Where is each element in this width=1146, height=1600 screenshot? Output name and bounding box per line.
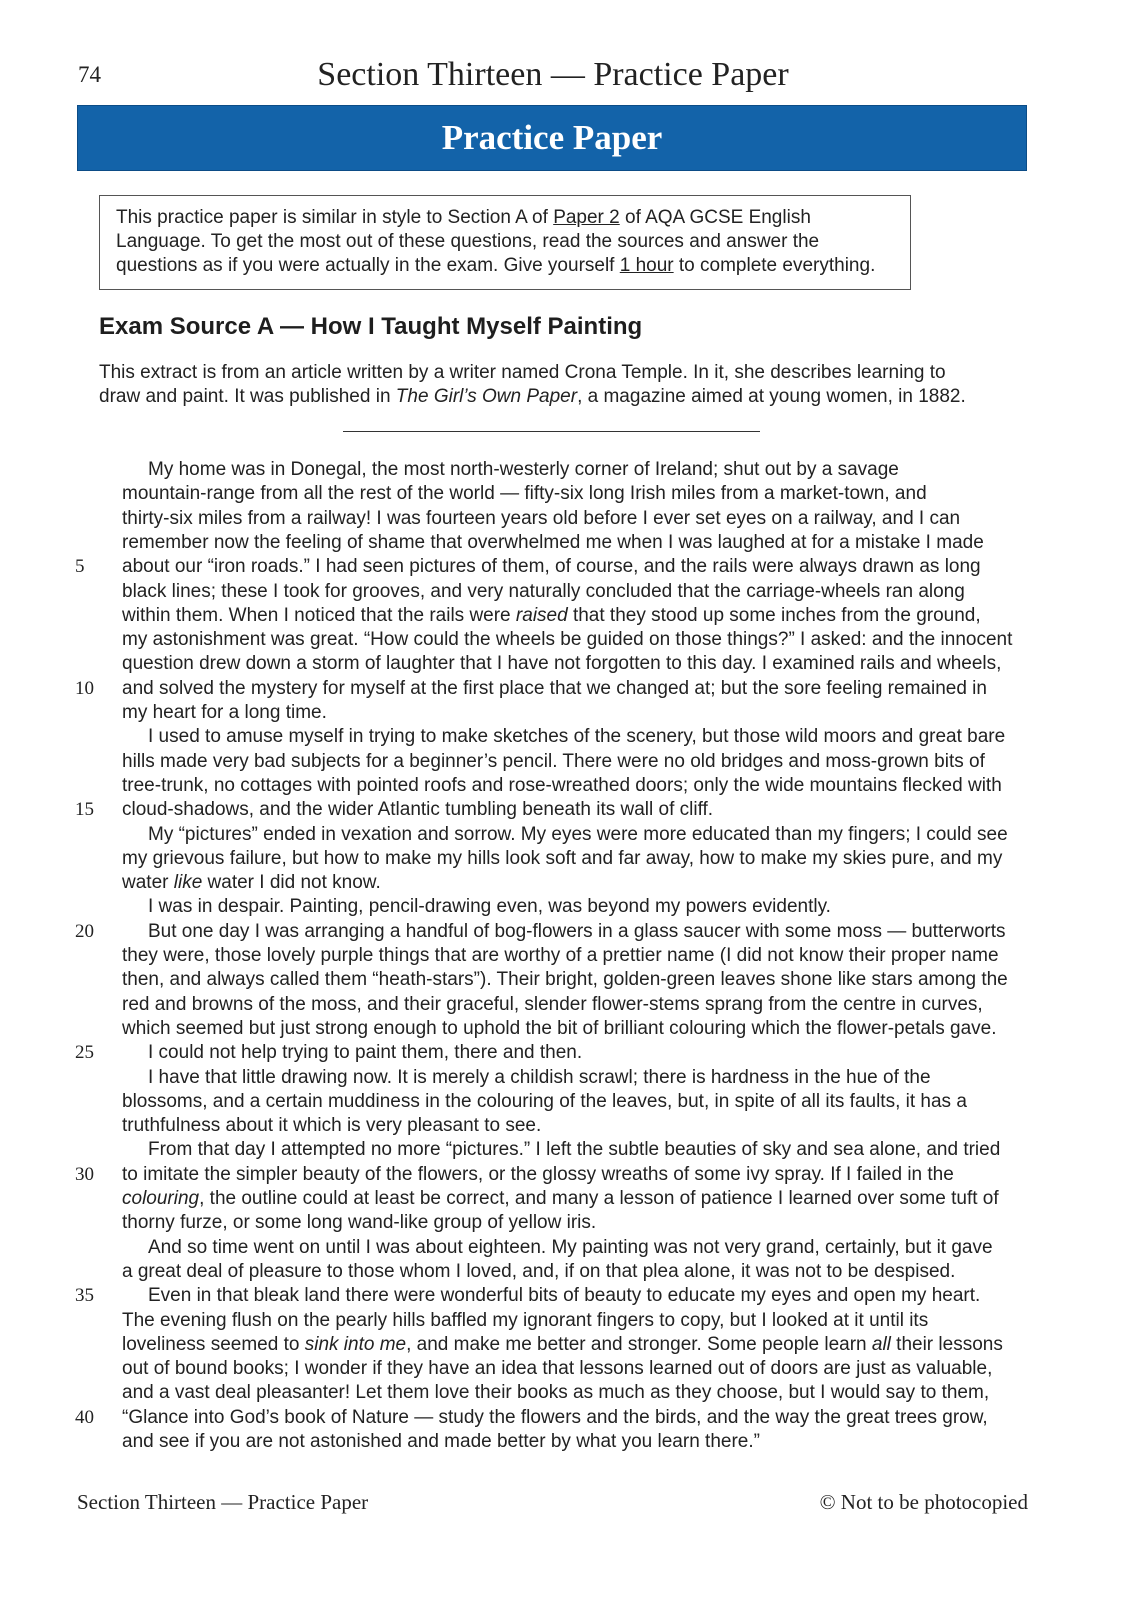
italic-run: like — [173, 872, 203, 894]
line-text: and see if you are not astonished and made better by what you learn there.” — [122, 1431, 760, 1452]
text-run: their lessons — [890, 1333, 1003, 1355]
line-number: 30 — [75, 1163, 94, 1185]
line-text: From that day I attempted no more “pictures.” I left the subtle beauties of sky and sea alone, and tried — [148, 1139, 1001, 1161]
line-text — [122, 1333, 1003, 1357]
line-text: And so time went on until I was about eighteen. My painting was not very grand, certainly, but it gave — [148, 1236, 993, 1258]
line-text: blossoms, and a certain muddiness in the colouring of the leaves, but, in spite of all its faults, it has a — [122, 1090, 967, 1112]
intro-text: to complete everything. — [673, 255, 876, 276]
line-text: “Glance into God’s book of Nature — study the flowers and the birds, and the way the great trees grow, — [122, 1406, 988, 1428]
source-description — [99, 361, 1029, 409]
line-text: My “pictures” ended in vexation and sorrow. My eyes were more educated than my fingers; I could see — [148, 823, 1008, 845]
line-number: 40 — [75, 1406, 94, 1428]
line-text: The evening flush on the pearly hills baffled my ignorant fingers to copy, but I looked at it until its — [122, 1309, 929, 1331]
line-text: my heart for a long time. — [122, 702, 327, 723]
line-text: a great deal of pleasure to those whom I loved, and, if on that plea alone, it was not to be despised. — [122, 1260, 956, 1282]
line-text: thirty-six miles from a railway! I was fourteen years old before I ever set eyes on a railway, and I can — [122, 507, 961, 529]
footer-section-title: Section Thirteen — Practice Paper — [77, 1490, 369, 1514]
title-banner — [77, 105, 1027, 171]
line-text: My home was in Donegal, the most north-westerly corner of Ireland; shut out by a savage — [148, 459, 899, 480]
line-text: I have that little drawing now. It is merely a childish scrawl; there is hardness in the hue of the — [148, 1066, 931, 1088]
italic-run: raised — [515, 604, 568, 626]
intro-text: This practice paper is similar in style to Section A of — [116, 207, 554, 228]
text-run: water — [122, 872, 174, 894]
line-text: about our “iron roads.” I had seen pictures of them, of course, and the rails were always drawn as long — [122, 556, 981, 578]
line-text: I used to amuse myself in trying to make sketches of the scenery, but those wild moors and great bare — [148, 726, 1006, 748]
line-number: 35 — [75, 1285, 94, 1307]
line-number: 5 — [75, 556, 85, 578]
italic-run: colouring — [122, 1188, 200, 1209]
line-number: 15 — [75, 799, 94, 821]
line-text — [122, 1187, 999, 1211]
instructions-box — [99, 195, 911, 290]
line-text: red and browns of the moss, and their graceful, slender flower-stems sprang from the centre in curves, — [122, 993, 983, 1015]
line-number: 20 — [75, 920, 94, 942]
line-text: cloud-shadows, and the wider Atlantic tumbling beneath its wall of cliff. — [122, 799, 714, 821]
line-text: and a vast deal pleasanter! Let them love their books as much as they choose, but I would say to them, — [122, 1382, 990, 1404]
line-text: mountain-range from all the rest of the world — fifty-six long Irish miles from a market-town, and — [122, 483, 927, 505]
publication-title: The Girl’s Own Paper — [395, 386, 578, 407]
source-heading: Exam Source A — How I Taught Myself Painting — [99, 313, 643, 340]
time-limit-underline: 1 hour — [619, 255, 674, 276]
page-number: 74 — [78, 62, 101, 87]
text-run: that they stood up some inches from the ground, — [567, 604, 981, 626]
line-text: question drew down a storm of laughter that I have not forgotten to this day. I examined rails and wheels, — [122, 653, 1002, 675]
intro-line-1 — [116, 206, 894, 230]
line-text — [122, 604, 981, 628]
intro-text: questions as if you were actually in the exam. Give yourself — [116, 255, 620, 276]
source-desc-line-1: This extract is from an article written by a writer named Crona Temple. In it, she describes learning to — [99, 362, 946, 383]
italic-run: all — [871, 1333, 891, 1355]
text-run: , and make me better and stronger. Some people learn — [406, 1333, 872, 1355]
banner-title: Practice Paper — [441, 118, 663, 157]
line-text: to imitate the simpler beauty of the flowers, or the glossy wreaths of some ivy spray. If I failed in the — [122, 1163, 954, 1185]
intro-line-3 — [116, 254, 894, 278]
footer-copyright: © Not to be photocopied — [819, 1490, 1028, 1514]
desc-text: , a magazine aimed at young women, in 1882. — [577, 386, 966, 407]
text-run: loveliness seemed to — [122, 1333, 305, 1355]
line-text: hills made very bad subjects for a beginner’s pencil. There were no old bridges and moss-grown bits of — [122, 750, 985, 772]
line-text: remember now the feeling of shame that overwhelmed me when I was laughed at for a mistake I made — [122, 531, 984, 553]
line-text: my astonishment was great. “How could the wheels be guided on those things?” I asked: and the innocent — [122, 629, 1013, 651]
line-number: 10 — [75, 677, 94, 699]
italic-run: sink into me — [304, 1333, 407, 1355]
line-text: they were, those lovely purple things that are worthy of a prettier name (I did not know their proper name — [122, 945, 999, 966]
line-text: Even in that bleak land there were wonderful bits of beauty to educate my eyes and open my heart. — [148, 1285, 981, 1307]
divider-rule — [343, 431, 760, 432]
line-text — [122, 871, 381, 895]
paper-2-underline: Paper 2 — [553, 207, 620, 228]
line-number: 25 — [75, 1042, 94, 1064]
text-run: within them. When I noticed that the rails were — [122, 604, 516, 626]
desc-text: draw and paint. It was published in — [99, 386, 396, 407]
line-text: out of bound books; I wonder if they have an idea that lessons learned out of doors are just as valuable, — [122, 1358, 993, 1380]
intro-line-2: Language. To get the most out of these questions, read the sources and answer the — [116, 231, 820, 252]
line-text: thorny furze, or some long wand-like group of yellow iris. — [122, 1212, 597, 1234]
line-text: and solved the mystery for myself at the first place that we changed at; but the sore feeling remained in — [122, 677, 987, 699]
line-text: truthfulness about it which is very pleasant to see. — [122, 1115, 542, 1137]
intro-text: of AQA GCSE English — [619, 207, 811, 228]
text-run: water I did not know. — [202, 872, 381, 894]
line-text: I could not help trying to paint them, there and then. — [148, 1042, 583, 1064]
line-text: I was in despair. Painting, pencil-drawing even, was beyond my powers evidently. — [148, 896, 831, 918]
source-desc-line-2 — [99, 385, 1029, 409]
line-text: my grievous failure, but how to make my hills look soft and far away, how to make my skies pure, and my — [122, 847, 1003, 869]
section-title: Section Thirteen — Practice Paper — [317, 56, 789, 93]
line-text: But one day I was arranging a handful of bog-flowers in a glass saucer with some moss — butterworts — [148, 920, 1006, 942]
line-text: black lines; these I took for grooves, and very naturally concluded that the carriage-wheels ran along — [122, 580, 965, 602]
line-text: which seemed but just strong enough to uphold the bit of brilliant colouring which the flower-petals gave. — [122, 1017, 997, 1039]
text-run: , the outline could at least be correct, and many a lesson of patience I learned over some tuft of — [199, 1188, 999, 1209]
line-text: tree-trunk, no cottages with pointed roofs and rose-wreathed doors; only the wide mountains flecked with — [122, 774, 1002, 796]
line-text: then, and always called them “heath-stars”). Their bright, golden-green leaves shone like stars among the — [122, 969, 1008, 991]
